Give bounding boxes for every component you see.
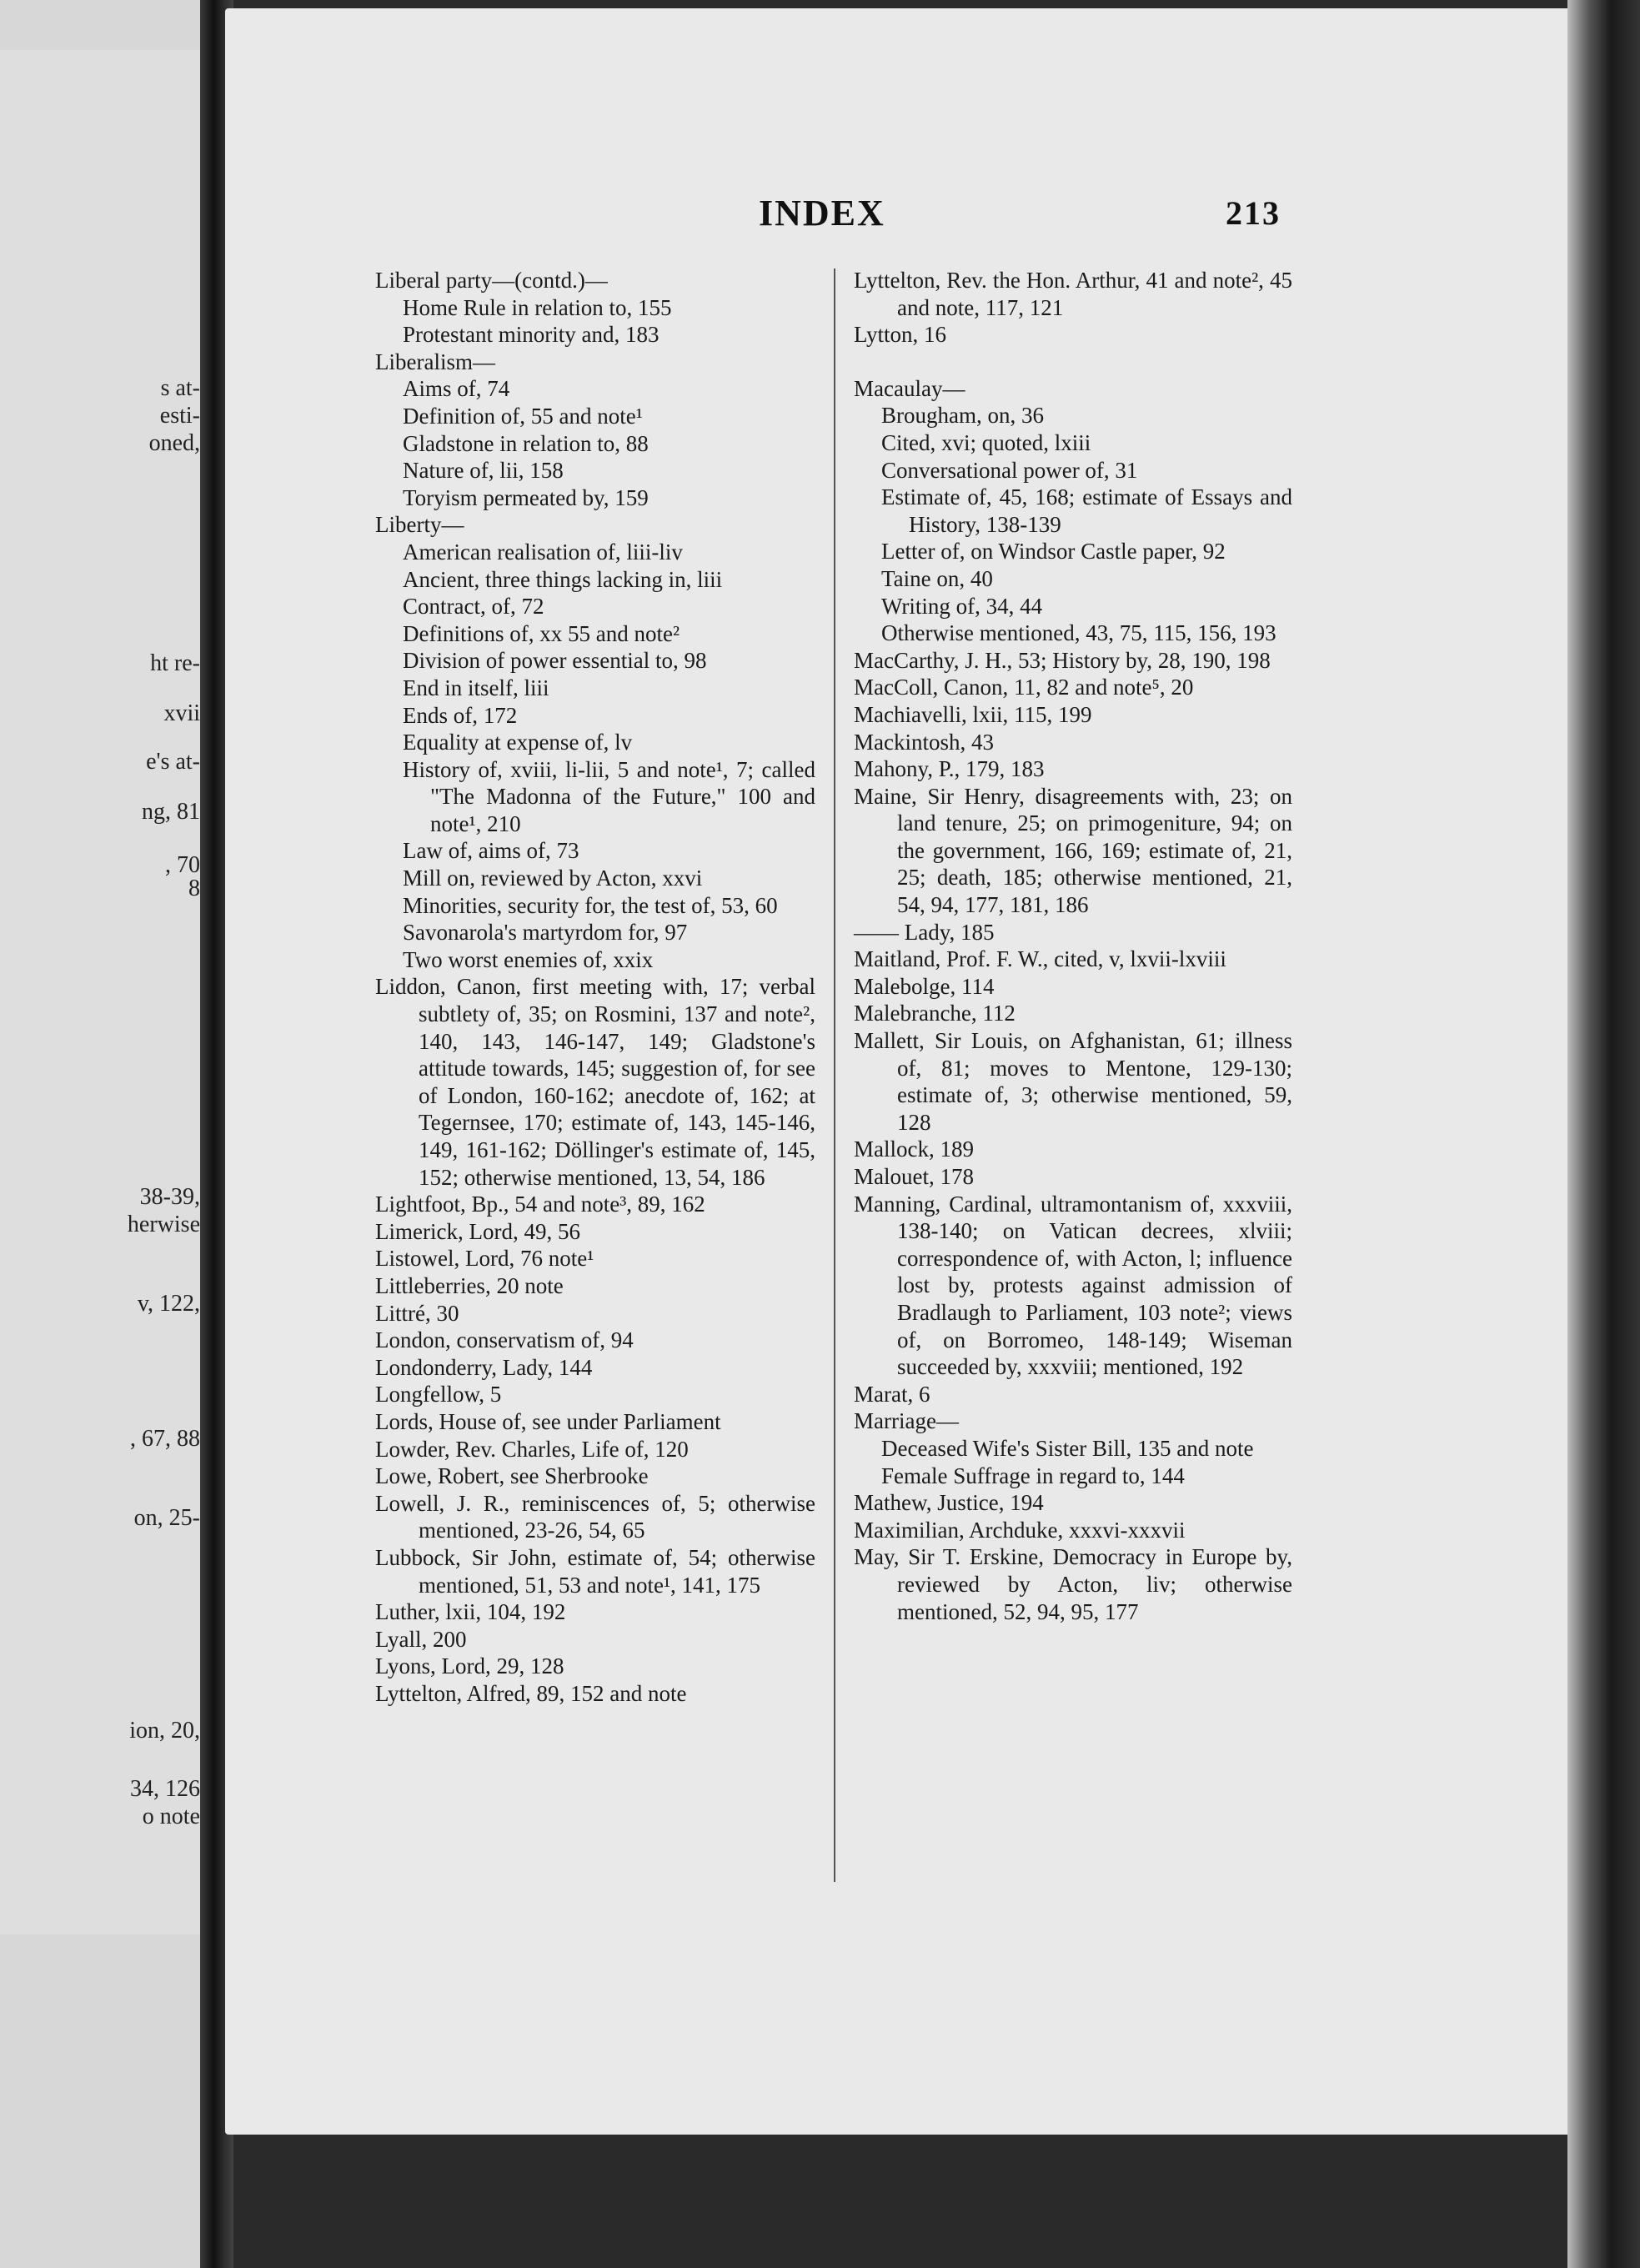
index-entry: Limerick, Lord, 49, 56 — [375, 1218, 580, 1244]
index-entry: Protestant minority and, 183 — [403, 322, 660, 348]
index-entry: Malebolge, 114 — [854, 973, 995, 999]
index-entry: Machiavelli, lxii, 115, 199 — [854, 701, 1092, 727]
index-entry: Liberal party—(contd.)— — [375, 268, 608, 293]
index-entry: Ancient, three things lacking in, liii — [403, 566, 723, 592]
index-entry: Lyttelton, Rev. the Hon. Arthur, 41 and note², 45 and note, 117, 121 — [854, 268, 1292, 320]
index-entry: Estimate of, 45, 168; estimate of Essays and History, 138-139 — [881, 484, 1292, 537]
index-entry: Longfellow, 5 — [375, 1382, 502, 1407]
index-entry: Lowell, J. R., reminiscences of, 5; otherwise mentioned, 23-26, 54, 65 — [375, 1490, 815, 1543]
index-entry: Mallett, Sir Louis, on Afghanistan, 61; illness of, 81; moves to Mentone, 129-130; estimate of, 3; otherwise mentioned, 59, 128 — [854, 1028, 1292, 1135]
index-entry: Lightfoot, Bp., 54 and note³, 89, 162 — [375, 1192, 705, 1217]
index-entry: Mathew, Justice, 194 — [854, 1490, 1044, 1516]
index-entry: Lowe, Robert, see Sherbrooke — [375, 1463, 649, 1489]
index-entry: Lords, House of, see under Parliament — [375, 1408, 721, 1434]
index-entry: End in itself, liii — [403, 675, 549, 700]
index-entry: Lyttelton, Alfred, 89, 152 and note — [375, 1680, 687, 1706]
previous-page-text: o note — [142, 1804, 200, 1829]
index-entry: Mahony, P., 179, 183 — [854, 756, 1045, 782]
index-entry: Definition of, 55 and note¹ — [403, 403, 643, 429]
column-divider — [834, 268, 835, 1882]
index-entry: Malebranche, 112 — [854, 1001, 1016, 1026]
index-entry: Female Suffrage in regard to, 144 — [881, 1463, 1185, 1488]
previous-page-text: , 70 — [165, 852, 200, 878]
index-entry: MacColl, Canon, 11, 82 and note⁵, 20 — [854, 675, 1194, 700]
index-entry: Lytton, 16 — [854, 322, 947, 348]
index-entry: Deceased Wife's Sister Bill, 135 and note — [881, 1435, 1254, 1461]
index-entry: MacCarthy, J. H., 53; History by, 28, 190, 198 — [854, 647, 1271, 673]
previous-page-text: s at- — [160, 375, 200, 401]
index-entry: Macaulay— — [854, 375, 965, 401]
index-entry: Law of, aims of, 73 — [403, 838, 579, 864]
previous-page-fragment — [0, 50, 200, 1934]
index-entry: Liberalism— — [375, 349, 495, 374]
index-entry: Minorities, security for, the test of, 53, 60 — [403, 892, 778, 918]
previous-page-text: v, 122, — [137, 1291, 200, 1317]
index-entry: Maximilian, Archduke, xxxvi-xxxvii — [854, 1517, 1186, 1543]
index-entry: American realisation of, liii-liv — [403, 539, 683, 564]
index-entry: Nature of, lii, 158 — [403, 458, 564, 484]
index-entry: Cited, xvi; quoted, lxiii — [881, 429, 1091, 455]
index-entry: Liberty— — [375, 512, 464, 538]
index-entry: Littleberries, 20 note — [375, 1272, 564, 1298]
index-entry: Manning, Cardinal, ultramontanism of, xxxviii, 138-140; on Vatican decrees, xlviii; correspondence of, with Acton, l; influence lost by, protests against admission of Bradlaugh to Parliament, 103 note²; views of, on Borromeo, 148-149; Wiseman succeeded by, xxxviii; mentioned, 192 — [854, 1191, 1292, 1380]
previous-page-text: on, 25- — [133, 1505, 200, 1531]
index-column-right — [854, 267, 1292, 1625]
index-entry: Home Rule in relation to, 155 — [403, 294, 672, 320]
index-entry: London, conservatism of, 94 — [375, 1327, 634, 1353]
index-entry: Division of power essential to, 98 — [403, 648, 707, 674]
index-entry: Definitions of, xx 55 and note² — [403, 620, 680, 646]
index-entry: Writing of, 34, 44 — [881, 593, 1043, 619]
index-entry: Brougham, on, 36 — [881, 403, 1044, 429]
index-entry: Toryism permeated by, 159 — [403, 484, 649, 510]
previous-page-text: 8 — [188, 876, 200, 901]
index-entry: Letter of, on Windsor Castle paper, 92 — [881, 539, 1226, 564]
index-entry: Littré, 30 — [375, 1300, 459, 1326]
index-entry: History of, xviii, li-lii, 5 and note¹, 7; called "The Madonna of the Future," 100 and note¹, 210 — [403, 756, 815, 836]
previous-page-text: oned, — [148, 430, 200, 456]
index-entry: Otherwise mentioned, 43, 75, 115, 156, 193 — [881, 620, 1276, 646]
index-entry: Ends of, 172 — [403, 702, 518, 728]
previous-page-text: e's at- — [146, 749, 200, 775]
index-entry: Listowel, Lord, 76 note¹ — [375, 1246, 594, 1272]
index-entry: Marat, 6 — [854, 1381, 930, 1407]
page-number: 213 — [1226, 194, 1281, 232]
index-entry: Mackintosh, 43 — [854, 729, 994, 755]
index-entry: Marriage— — [854, 1408, 959, 1434]
index-column-left — [375, 267, 815, 1707]
index-entry: Savonarola's martyrdom for, 97 — [403, 920, 688, 946]
index-entry: Contract, of, 72 — [403, 594, 544, 620]
index-entry: Malouet, 178 — [854, 1164, 974, 1189]
index-entry: Taine on, 40 — [881, 565, 993, 591]
previous-page-text: ion, 20, — [129, 1718, 200, 1744]
index-entry: Equality at expense of, lv — [403, 730, 633, 755]
index-entry: Conversational power of, 31 — [881, 457, 1138, 483]
index-entry: Mill on, reviewed by Acton, xxvi — [403, 866, 703, 891]
previous-page-text: xvii — [163, 700, 200, 726]
previous-page-text: 38-39, — [139, 1184, 200, 1210]
index-entry: Lyall, 200 — [375, 1626, 467, 1652]
running-title: INDEX — [759, 193, 885, 233]
index-entry: Luther, lxii, 104, 192 — [375, 1599, 566, 1625]
previous-page-text: ng, 81 — [142, 799, 200, 825]
index-entry: Mallock, 189 — [854, 1137, 974, 1162]
index-entry: Lubbock, Sir John, estimate of, 54; otherwise mentioned, 51, 53 and note¹, 141, 175 — [375, 1544, 815, 1598]
previous-page-text: esti- — [159, 403, 200, 429]
index-entry: May, Sir T. Erskine, Democracy in Europe by, reviewed by Acton, liv; otherwise mentioned, 52, 94, 95, 177 — [854, 1544, 1292, 1624]
index-entry: Gladstone in relation to, 88 — [403, 430, 649, 456]
index-entry: Maitland, Prof. F. W., cited, v, lxvii-lxviii — [854, 946, 1226, 972]
previous-page-text: ht re- — [150, 650, 200, 676]
previous-page-text: , 67, 88 — [130, 1426, 200, 1452]
index-entry: Londonderry, Lady, 144 — [375, 1354, 593, 1380]
previous-page-text: 34, 126 — [130, 1776, 200, 1802]
index-entry: —— Lady, 185 — [854, 919, 995, 945]
index-entry: Lowder, Rev. Charles, Life of, 120 — [375, 1436, 689, 1462]
page-edge — [1567, 0, 1640, 2268]
index-entry: Liddon, Canon, first meeting with, 17; verbal subtlety of, 35; on Rosmini, 137 and note², 140, 143, 146-147, 149; Gladstone's attitude towards, 145; suggestion of, for see of London, 160-162; anecdote of, 162; at Tegernsee, 170; estimate of, 143, 145-146, 149, 161-162; Döllinger's estimate of, 145, 152; otherwise mentioned, 13, 54, 186 — [375, 974, 815, 1190]
index-entry: Maine, Sir Henry, disagreements with, 23; on land tenure, 25; on primogeniture, 94; on the government, 166, 169; estimate of, 21, 25; death, 185; otherwise mentioned, 21, 54, 94, 177, 181, 186 — [854, 783, 1292, 918]
previous-page-text: herwise — [127, 1212, 200, 1237]
index-entry: Lyons, Lord, 29, 128 — [375, 1653, 564, 1679]
index-entry: Aims of, 74 — [403, 376, 510, 402]
index-entry: Two worst enemies of, xxix — [403, 946, 654, 972]
